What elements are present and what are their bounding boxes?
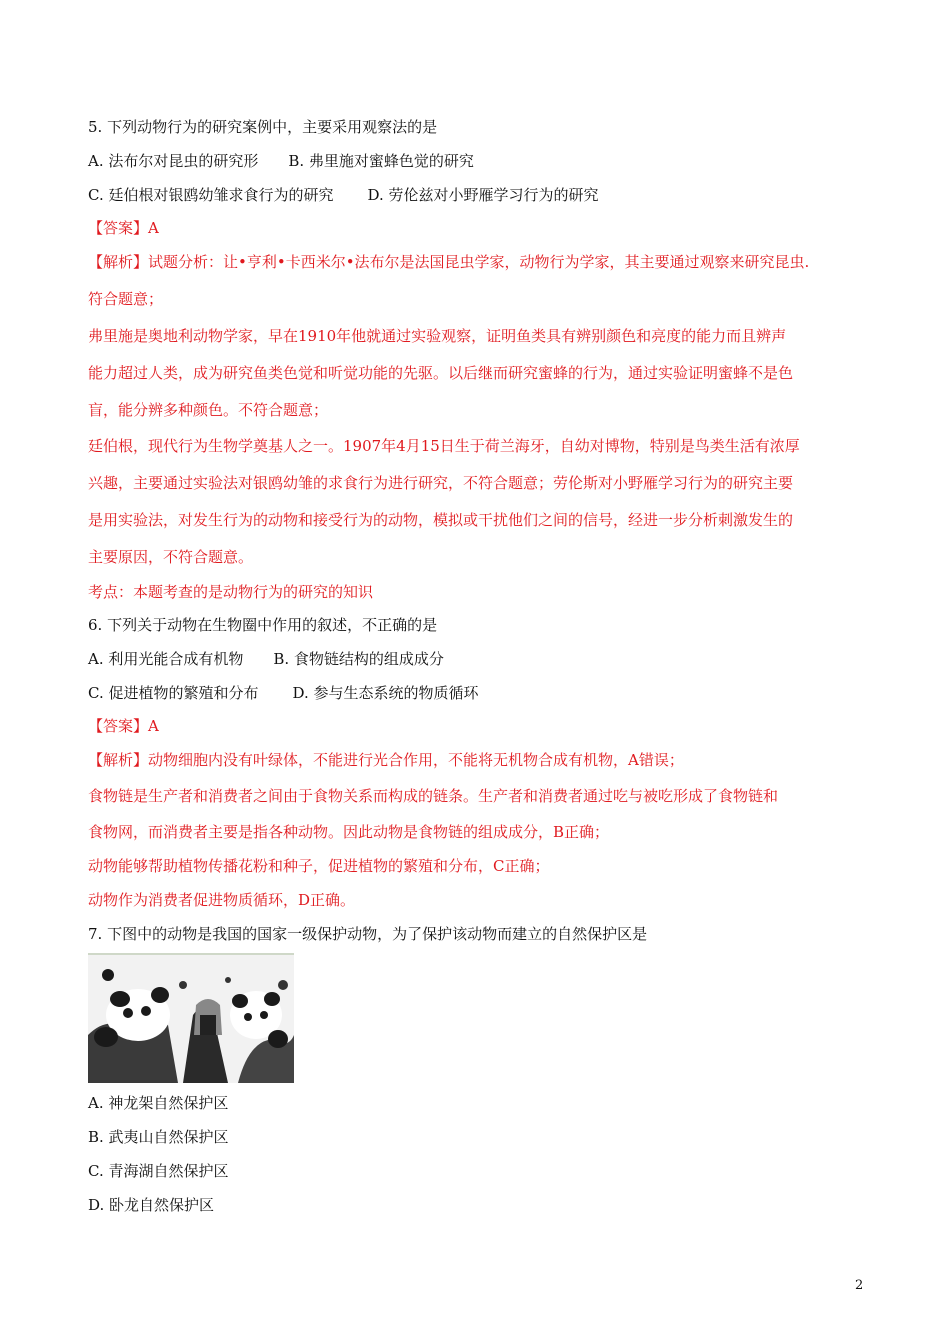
q5-kaodian: 考点：本题考查的是动物行为的研究的知识 bbox=[88, 583, 374, 601]
q6-analysis-line: 食物网，而消费者主要是指各种动物。因此动物是食物链的组成成分，B正确； bbox=[88, 823, 610, 841]
q5-option-a: A. 法布尔对昆虫的研究形 bbox=[88, 152, 259, 170]
page-number: 2 bbox=[855, 1278, 864, 1293]
q7-option-d: D. 卧龙自然保护区 bbox=[88, 1196, 215, 1214]
panda-photo bbox=[88, 953, 294, 1083]
q5-analysis-line: 廷伯根，现代行为生物学奠基人之一。1907年4月15日生于荷兰海牙，自幼对博物，特别是鸟类生活有浓厚 bbox=[88, 437, 800, 455]
q5-analysis-line: 主要原因，不符合题意。 bbox=[88, 548, 254, 566]
panda-image bbox=[88, 955, 294, 1083]
q6-options-row1 bbox=[88, 649, 444, 669]
q5-analysis-line: 盲，能分辨多种颜色。不符合题意； bbox=[88, 401, 329, 419]
q5-analysis-line: 符合题意； bbox=[88, 290, 164, 308]
q5-options-row1 bbox=[88, 151, 474, 171]
q5-stem: 5. 下列动物行为的研究案例中，主要采用观察法的是 bbox=[88, 118, 438, 136]
q5-analysis-line: 是用实验法，对发生行为的动物和接受行为的动物，模拟或干扰他们之间的信号，经进一步分析刺激发生的 bbox=[88, 511, 794, 529]
q6-option-a: A. 利用光能合成有机物 bbox=[88, 650, 244, 668]
q6-option-b: B. 食物链结构的组成成分 bbox=[273, 650, 444, 668]
q5-answer: 【答案】A bbox=[88, 219, 159, 237]
q6-option-d: D. 参与生态系统的物质循环 bbox=[292, 684, 479, 702]
q6-analysis-line: 动物作为消费者促进物质循环，D正确。 bbox=[88, 891, 356, 909]
q6-analysis-line: 动物能够帮助植物传播花粉和种子，促进植物的繁殖和分布，C正确； bbox=[88, 857, 550, 875]
q5-option-b: B. 弗里施对蜜蜂色觉的研究 bbox=[288, 152, 474, 170]
q5-option-d: D. 劳伦兹对小野雁学习行为的研究 bbox=[367, 186, 599, 204]
q7-option-c: C. 青海湖自然保护区 bbox=[88, 1162, 229, 1180]
q5-analysis-line: 弗里施是奥地利动物学家，早在1910年他就通过实验观察，证明鱼类具有辨别颜色和亮度的能力而且辨声 bbox=[88, 327, 787, 345]
q5-analysis-line: 【解析】试题分析：让•亨利•卡西米尔•法布尔是法国昆虫学家，动物行为学家，其主要通过观察来研究昆虫. bbox=[88, 253, 810, 271]
q5-options-row2 bbox=[88, 185, 599, 205]
q5-analysis-line: 兴趣，主要通过实验法对银鸥幼雏的求食行为进行研究，不符合题意；劳伦斯对小野雁学习行为的研究主要 bbox=[88, 474, 794, 492]
q5-analysis-line: 能力超过人类，成为研究鱼类色觉和听觉功能的先驱。以后继而研究蜜蜂的行为，通过实验证明蜜蜂不是色 bbox=[88, 364, 794, 382]
q6-analysis-line: 【解析】动物细胞内没有叶绿体，不能进行光合作用，不能将无机物合成有机物，A错误； bbox=[88, 751, 684, 769]
q6-analysis-line: 食物链是生产者和消费者之间由于食物关系而构成的链条。生产者和消费者通过吃与被吃形成了食物链和 bbox=[88, 787, 779, 805]
q7-option-a: A. 神龙架自然保护区 bbox=[88, 1094, 229, 1112]
q6-stem: 6. 下列关于动物在生物圈中作用的叙述，不正确的是 bbox=[88, 616, 438, 634]
q7-stem: 7. 下图中的动物是我国的国家一级保护动物，为了保护该动物而建立的自然保护区是 bbox=[88, 925, 648, 943]
q6-options-row2 bbox=[88, 683, 479, 703]
q6-answer: 【答案】A bbox=[88, 717, 159, 735]
q5-option-c: C. 廷伯根对银鸥幼雏求食行为的研究 bbox=[88, 186, 334, 204]
q6-option-c: C. 促进植物的繁殖和分布 bbox=[88, 684, 259, 702]
q7-option-b: B. 武夷山自然保护区 bbox=[88, 1128, 229, 1146]
